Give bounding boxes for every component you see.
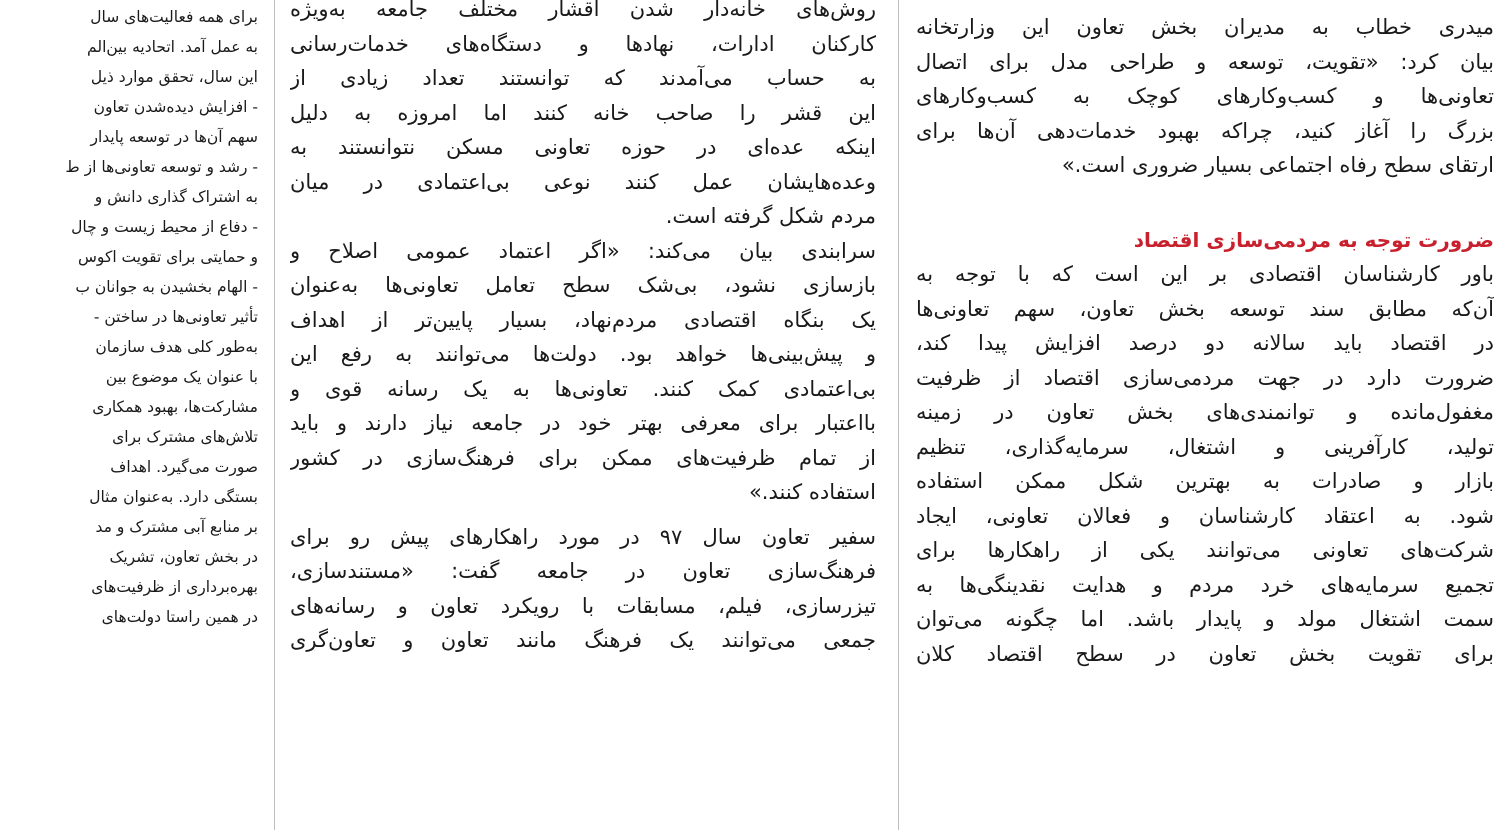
- text-line: آن‌که مطابق سند توسعه بخش تعاون، سهم تعاونی‌ها: [916, 296, 1494, 321]
- text-line: سرابندی بیان می‌کند: «اگر اعتماد عمومی اصلاح و: [290, 238, 876, 263]
- text-line: سفیر تعاون سال ۹۷ در مورد راهکارهای پیش رو برای: [290, 524, 876, 549]
- paragraph: [0, 2, 258, 632]
- article-column-middle: [290, 0, 876, 830]
- text-line: جمعی می‌توانند یک فرهنگ مانند تعاون و تعاون‌گری: [290, 628, 876, 652]
- text-line: بهره‌برداری از ظرفیت‌های: [91, 578, 258, 596]
- text-line: این سال، تحقق موارد ذیل: [90, 68, 258, 86]
- paragraph: [290, 0, 876, 234]
- paragraph: [290, 520, 876, 658]
- text-line: اینکه عده‌ای در حوزه تعاونی مسکن نتوانستند به: [290, 135, 876, 159]
- text-line: سمت اشتغال مولد و پایدار باشد. اما چگونه می‌توان: [916, 607, 1494, 631]
- text-line: این قشر را صاحب خانه کنند اما امروزه به دلیل: [290, 100, 876, 125]
- paragraph: [916, 257, 1494, 671]
- text-line: استفاده کنند.»: [748, 480, 876, 504]
- text-line: به عمل آمد. اتحادیه بین‌الم: [87, 38, 258, 56]
- paragraph: [290, 234, 876, 510]
- text-line: شود. به اعتقاد کارشناسان و فعالان تعاونی، ایجاد: [916, 503, 1494, 528]
- text-line: وعده‌هایشان عمل کنند نوعی بی‌اعتمادی در میان: [290, 169, 876, 194]
- text-line: بر منابع آبی مشترک و مد: [95, 518, 258, 536]
- text-line: بازار و صادرات به بهترین شکل ممکن استفاده: [916, 469, 1494, 493]
- text-line: برای همه فعالیت‌های سال: [90, 8, 258, 26]
- text-line: بستگی دارد. به‌عنوان مثال: [89, 488, 258, 506]
- text-line: - افزایش دیده‌شدن تعاون: [93, 98, 258, 116]
- text-line: با عنوان یک موضوع بین: [105, 368, 258, 386]
- text-line: تلاش‌های مشترک برای: [112, 428, 258, 446]
- text-line: تجمیع سرمایه‌های خرد مردم و هدایت نقدینگی‌ها به: [916, 572, 1494, 597]
- section-heading: ضرورت توجه به مردمی‌سازی اقتصاد: [1133, 227, 1494, 252]
- paragraph: [916, 10, 1494, 183]
- text-line: بزرگ را آغاز کنید، چراکه بهبود خدمات‌دهی آن‌ها برای: [916, 118, 1494, 143]
- text-line: در بخش تعاون، تشریک: [109, 548, 258, 566]
- article-column-left: [0, 0, 258, 830]
- column-divider: [274, 0, 275, 830]
- text-line: و حمایتی برای تقویت اکوس: [78, 248, 258, 266]
- text-line: از تمام ظرفیت‌های ممکن برای فرهنگ‌سازی در کشور: [290, 445, 876, 470]
- article-column-right: [916, 0, 1494, 830]
- text-line: روش‌های خانه‌دار شدن اقشار مختلف جامعه به‌ویژه: [290, 0, 876, 21]
- text-line: یک بنگاه اقتصادی مردم‌نهاد، بسیار پایین‌تر از اهداف: [290, 307, 876, 332]
- text-line: شرکت‌های تعاونی می‌توانند یکی از راهکارها برای: [916, 538, 1494, 562]
- text-line: - دفاع از محیط زیست و چال: [71, 218, 258, 236]
- column-divider: [898, 0, 899, 830]
- text-line: مغفول‌مانده و توانمندی‌های بخش تعاون در زمینه: [916, 400, 1494, 424]
- text-line: در همین راستا دولت‌های: [101, 608, 258, 626]
- text-line: ضرورت دارد در جهت مردمی‌سازی اقتصاد از ظرفیت: [916, 365, 1494, 390]
- text-line: مشارکت‌ها، بهبود همکاری: [92, 398, 258, 416]
- text-line: میدری خطاب به مدیران بخش تعاون این وزارتخانه: [916, 15, 1494, 39]
- text-line: بازسازی نشود، بی‌شک سطح تعامل تعاونی‌ها به‌عنوان: [290, 273, 876, 297]
- text-line: تعاونی‌ها و کسب‌وکارهای کوچک به کسب‌وکارهای: [916, 84, 1494, 108]
- text-line: باور کارشناسان اقتصادی بر این است که با توجه به: [916, 262, 1494, 286]
- text-line: تأثیر تعاونی‌ها در ساختن -: [93, 308, 258, 326]
- text-line: - الهام بخشیدن به جوانان ب: [75, 278, 258, 296]
- text-line: برای تقویت بخش تعاون در سطح اقتصاد کلان: [916, 641, 1494, 666]
- text-line: کارکنان ادارات، نهادها و دستگاه‌های خدمات‌رسانی: [290, 31, 876, 56]
- text-line: به اشتراک گذاری دانش و: [94, 188, 258, 206]
- text-line: به حساب می‌آمدند که توانستند تعداد زیادی از: [290, 66, 876, 90]
- text-line: به‌طور کلی هدف سازمان: [95, 338, 258, 356]
- text-line: و پیش‌بینی‌ها خواهد بود. دولت‌ها می‌توانند به رفع این: [290, 342, 876, 366]
- text-line: بیان کرد: «تقویت، توسعه و طراحی مدل برای اتصال: [916, 49, 1494, 74]
- text-line: بی‌اعتمادی کمک کنند. تعاونی‌ها به یک رسانه قوی و: [290, 376, 876, 401]
- text-line: تولید، کارآفرینی و اشتغال، سرمایه‌گذاری، تنظیم: [916, 434, 1494, 459]
- text-line: ارتقای سطح رفاه اجتماعی بسیار ضروری است.»: [1061, 153, 1494, 177]
- text-line: صورت می‌گیرد. اهداف: [110, 458, 258, 476]
- text-line: مردم شکل گرفته است.: [665, 204, 876, 228]
- text-line: در اقتصاد باید سالانه دو درصد افزایش پیدا کند،: [916, 331, 1494, 355]
- text-line: - رشد و توسعه تعاونی‌ها از ط: [65, 158, 258, 176]
- text-line: فرهنگ‌سازی تعاون در جامعه گفت: «مستندسازی،: [290, 559, 876, 583]
- text-line: سهم آن‌ها در توسعه پایدار: [90, 128, 258, 146]
- text-line: بااعتبار برای معرفی بهتر خود در جامعه نیاز دارند و باید: [290, 411, 876, 435]
- text-line: تیزرسازی، فیلم، مسابقات با رویکرد تعاون و رسانه‌های: [290, 593, 876, 618]
